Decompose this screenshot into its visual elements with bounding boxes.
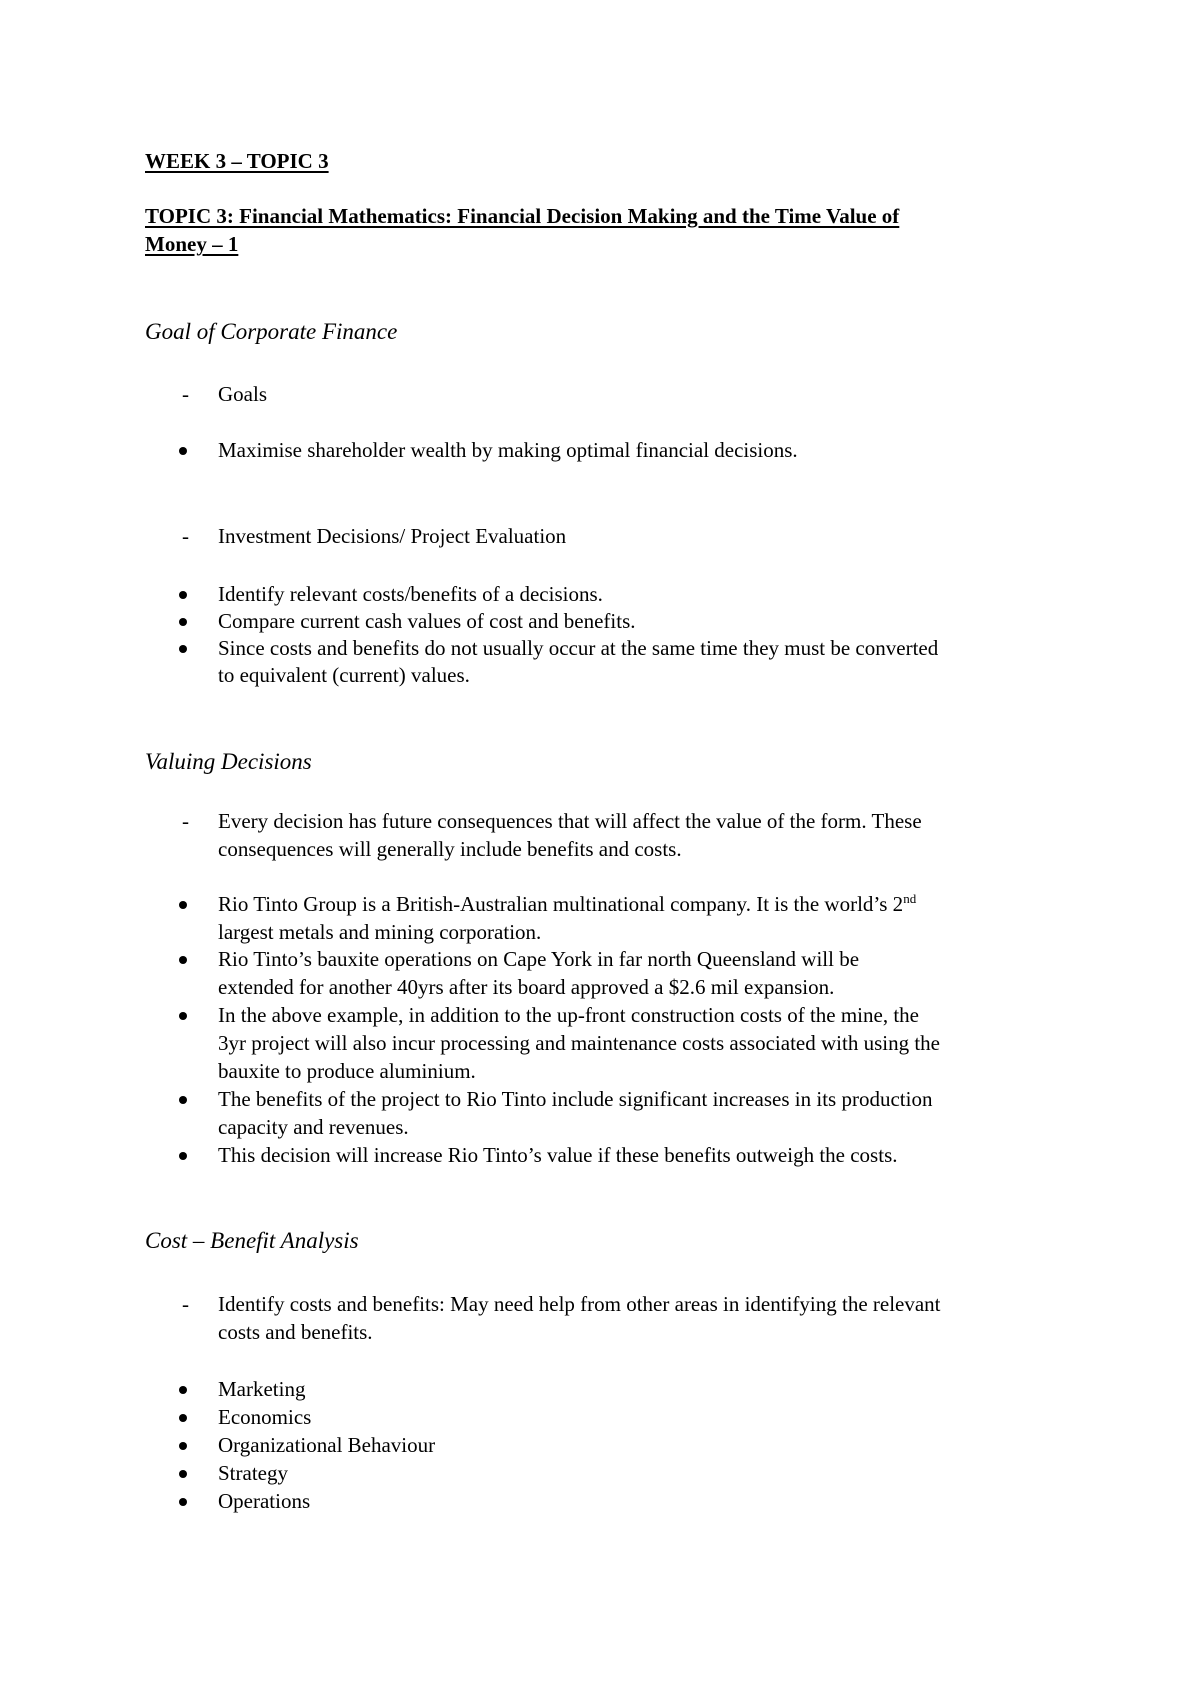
bullet-text-line-1: In the above example, in addition to the up-front construction costs of the mine, the [218, 1003, 919, 1027]
bullet-text-line-1: Rio Tinto Group is a British-Australian multinational company. It is the world’s 2nd [218, 891, 917, 916]
dash-item-text-line-2: costs and benefits. [218, 1320, 373, 1344]
bullet-text: Strategy [218, 1461, 288, 1485]
bullet-text-line-2: extended for another 40yrs after its board approved a $2.6 mil expansion. [218, 975, 835, 999]
bullet-dot-icon [179, 591, 187, 599]
bullet-dot-icon [179, 1498, 187, 1506]
bullet-text: Economics [218, 1405, 312, 1429]
bullet-text-line-1: Rio Tinto’s bauxite operations on Cape York in far north Queensland will be [218, 947, 860, 971]
bullet-dot-icon [179, 618, 187, 626]
bullet-dot-icon [179, 1470, 187, 1478]
bullet-text-line-3: bauxite to produce aluminium. [218, 1059, 476, 1083]
bullet-dot-icon [179, 901, 187, 909]
bullet-dot-icon [179, 1386, 187, 1394]
bullet-text: This decision will increase Rio Tinto’s value if these benefits outweigh the costs. [218, 1143, 898, 1167]
dash-item-text-line-1: Every decision has future consequences that will affect the value of the form. These [218, 809, 922, 833]
bullet-dot-icon [179, 956, 187, 964]
bullet-text: Marketing [218, 1377, 306, 1401]
section-heading-cba: Cost – Benefit Analysis [145, 1228, 359, 1253]
bullet-dot-icon [179, 1152, 187, 1160]
bullet-text: Operations [218, 1489, 311, 1513]
dash-item-text-line-2: consequences will generally include benefits and costs. [218, 837, 682, 861]
bullet-text-line-2: 3yr project will also incur processing and maintenance costs associated with using the [218, 1031, 940, 1055]
bullet-dot-icon [179, 447, 187, 455]
bullet-dot-icon [179, 1442, 187, 1450]
week-heading: WEEK 3 – TOPIC 3 [145, 149, 329, 173]
bullet-text-line-2: capacity and revenues. [218, 1115, 409, 1139]
section-heading-valuing: Valuing Decisions [145, 749, 312, 774]
bullet-dot-icon [179, 1096, 187, 1104]
dash-item-text-line-1: Identify costs and benefits: May need help from other areas in identifying the relevant [218, 1292, 941, 1316]
bullet-dot-icon [179, 645, 187, 653]
bullet-dot-icon [179, 1414, 187, 1422]
dash-item-text: Investment Decisions/ Project Evaluation [218, 524, 567, 548]
section-heading-goal: Goal of Corporate Finance [145, 319, 398, 344]
bullet-text-line-1: The benefits of the project to Rio Tinto include significant increases in its production [218, 1087, 933, 1111]
dash-marker: - [182, 809, 189, 833]
bullet-text: Compare current cash values of cost and benefits. [218, 609, 636, 633]
bullet-text-line-2: to equivalent (current) values. [218, 663, 470, 687]
topic-title-line-2: Money – 1 [145, 232, 239, 256]
bullet-text: Identify relevant costs/benefits of a decisions. [218, 582, 603, 606]
dash-marker: - [182, 382, 189, 406]
topic-title-line-1: TOPIC 3: Financial Mathematics: Financial Decision Making and the Time Value of [145, 204, 900, 228]
dash-item-text: Goals [218, 382, 267, 406]
superscript-nd: nd [903, 891, 917, 906]
bullet-text-line-2: largest metals and mining corporation. [218, 920, 542, 944]
dash-marker: - [182, 524, 189, 548]
bullet-text-line-1: Since costs and benefits do not usually occur at the same time they must be converted [218, 636, 939, 660]
bullet-text: Maximise shareholder wealth by making optimal financial decisions. [218, 438, 798, 462]
dash-marker: - [182, 1292, 189, 1316]
bullet-dot-icon [179, 1012, 187, 1020]
bullet-text: Organizational Behaviour [218, 1433, 436, 1457]
